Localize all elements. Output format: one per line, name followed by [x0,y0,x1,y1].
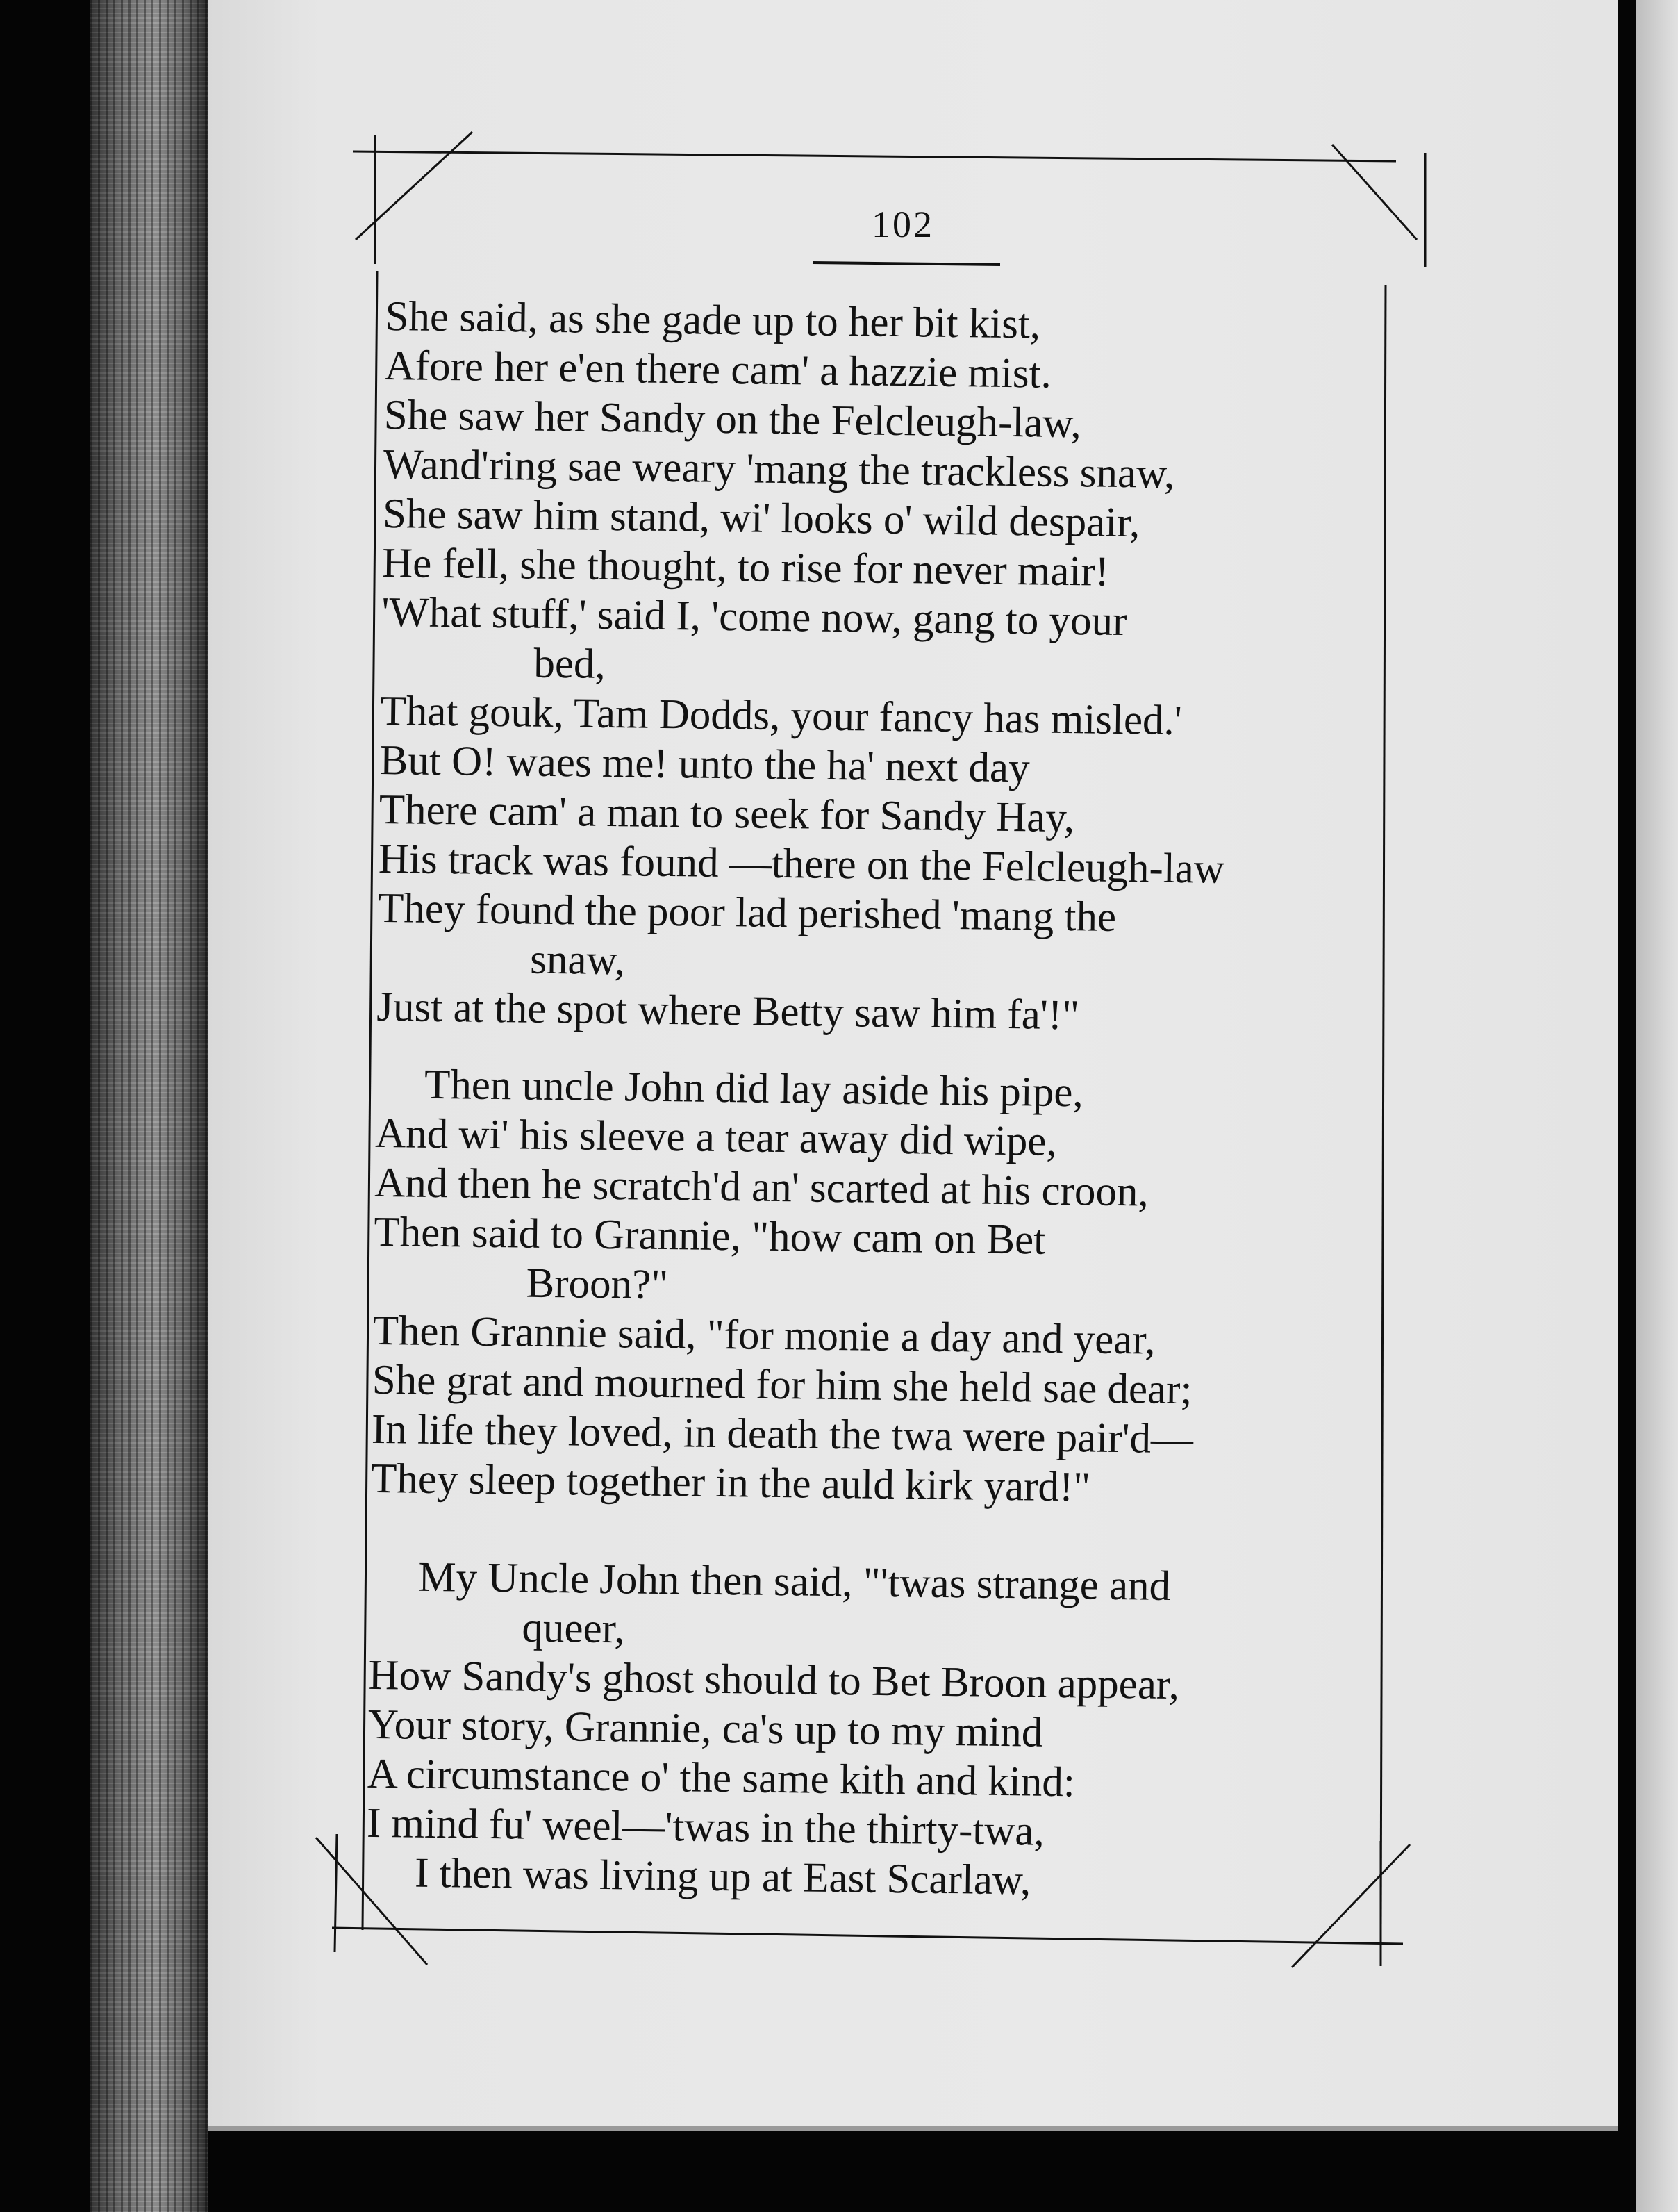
poem-line: Your story, Grannie, ca's up to my mind [367,1701,1043,1756]
poem-line: 'What stuff,' said I, 'come now, gang to your [381,588,1127,645]
poem-line: And wi' his sleeve a tear away did wipe, [374,1109,1058,1165]
poem-line: Then said to Grannie, "how cam on Bet [374,1208,1046,1264]
poem-line: Wand'ring sae weary 'mang the trackless snaw, [383,440,1175,497]
poem-line: My Uncle John then said, "'twas strange and [417,1553,1171,1610]
poem-line: There cam' a man to seek for Sandy Hay, [379,786,1075,842]
poem-line: They found the poor lad perished 'mang the [377,884,1117,941]
corner-tr-diagonal [1332,145,1417,240]
poem-line: She said, as she gade up to her bit kist, [385,292,1041,348]
poem-line: Just at the spot where Betty saw him fa'!" [376,983,1080,1039]
page-number-rule [813,263,1000,265]
poem-line: That gouk, Tam Dodds, your fancy has misled.' [380,687,1183,745]
poem-line: I mind fu' weel—'twas in the thirty-twa, [366,1799,1045,1855]
frame-top-line [353,151,1396,161]
poem-line: She saw him stand, wi' looks o' wild despair, [382,490,1140,547]
poem-line-continuation: Broon?" [526,1260,669,1309]
poem-line: He fell, she thought, to rise for never mair! [381,539,1110,595]
poem-line: But O! waes me! unto the ha' next day [379,736,1031,792]
poem-line: Then Grannie said, "for monie a day and year, [372,1307,1156,1364]
poem-line: In life they loved, in death the twa were pair'd— [371,1405,1194,1463]
poem-line: I then was living up at East Scarlaw, [414,1849,1031,1904]
poem-line: How Sandy's ghost should to Bet Broon appear, [368,1651,1180,1709]
corner-tl-diagonal [356,132,472,240]
page-number: 102 [872,204,934,245]
corner-bl-vertical [335,1834,337,1952]
poem-line: Afore her e'en there cam' a hazzie mist. [384,342,1052,397]
frame-bottom-line [332,1928,1403,1944]
poem-line-continuation: snaw, [529,936,626,984]
poem-line: A circumstance o' the same kith and kind: [367,1750,1076,1806]
poem-line: She grat and mourned for him she held sae dear; [372,1356,1193,1414]
poem-line: His track was found —there on the Felcleugh-law [378,835,1225,893]
poem-line: They sleep together in the auld kirk yard!" [370,1455,1091,1511]
poem-line-continuation: bed, [533,640,606,688]
poem-text [366,292,1393,1910]
poem-line: She saw her Sandy on the Felcleugh-law, [383,391,1082,447]
poem-line: And then he scratch'd an' scarted at his croon, [374,1159,1149,1216]
poem-line: Then uncle John did lay aside his pipe, [424,1061,1084,1116]
poem-line-continuation: queer, [522,1604,626,1653]
